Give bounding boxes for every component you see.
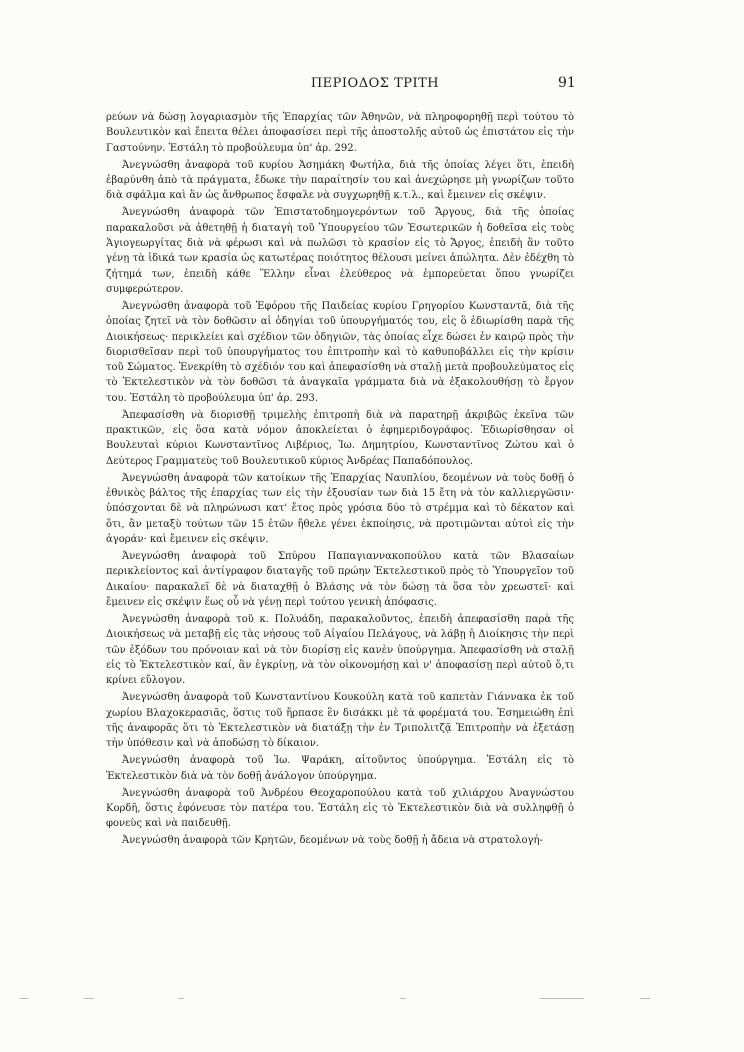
- paragraph-6: Ἀνεγνώσθη ἀναφορὰ τῶν κατοίκων τῆς Ἐπαρχίας Ναυπλίου, δεομένων νὰ τοὺς δοθῇ ὁ ἐθνικὸς βάλτος τῆς ἐπαρχίας των εἰς τὴν ἐξουσίαν των διὰ 15 ἔτη νὰ τὸν καλλιεργῶσιν· ὑπόσχονται δὲ νὰ πληρώνωσι κατ' ἔτος πρὸς γρόσια δύο τὸ στρέμμα καὶ τὸ δέκατον καὶ ὅτι, ἂν μεταξὺ τούτων τῶν 15 ἐτῶν ἤθελε γένει ἐκποίησις, νὰ προτιμῶνται αὐτοὶ εἰς τὴν ἀγοράν· καὶ ἔμεινεν εἰς σκέψιν.: [106, 472, 574, 545]
- scan-mark: [20, 998, 28, 999]
- paragraph-9: Ἀνεγνώσθη ἀναφορὰ τοῦ Κωνσταντίνου Κουκούλη κατὰ τοῦ καπετὰν Γιάννακα ἐκ τοῦ χωρίου Βλαχοκερασιᾶς, ὅστις τοῦ ἥρπασε ἓν δισάκκι μὲ τὰ φορέματά του. Ἐσημειώθη ἐπὶ τῆς ἀναφορᾶς ὅτι τὸ Ἐκτελεστικὸν νὰ διατάξῃ τὴν ἐν Τριπολιτζᾷ Ἐπιτροπὴν νὰ ἐξετάσῃ τὴν ὑπόθεσιν καὶ νὰ ἀποδώσῃ τὸ δίκαιον.: [106, 692, 574, 750]
- body-text: [106, 110, 574, 851]
- paragraph-10: Ἀνεγνώσθη ἀναφορὰ τοῦ Ἰω. Ψαράκη, αἰτοῦντος ὑπούργημα. Ἐστάλη εἰς τὸ Ἐκτελεστικὸν διὰ νὰ τὸν δοθῇ ἀνάλογον ὑπούργημα.: [106, 755, 574, 782]
- scan-artifact-marks: [0, 998, 744, 1004]
- paragraph-11: Ἀνεγνώσθη ἀναφορὰ τοῦ Ἀνδρέου Θεοχαροπούλου κατὰ τοῦ χιλιάρχου Ἀναγνώστου Κορδῆ, ὅστις ἐφόνευσε τὸν πατέρα του. Ἐστάλη εἰς τὸ Ἐκτελεστικὸν διὰ νὰ συλληφθῇ ὁ φονεὺς καὶ νὰ παιδευθῇ.: [106, 787, 574, 830]
- paragraph-3: Ἀνεγνώσθη ἀναφορὰ τῶν Ἐπιστατοδημογερόντων τοῦ Ἄργους, διὰ τῆς ὁποίας παρακαλοῦσι νὰ ἀθετηθῇ ἡ διαταγὴ τοῦ Ὑπουργείου τῶν Ἐσωτερικῶν ἡ δοθεῖσα εἰς τοὺς Ἁγιογεωργίτας διὰ νὰ φέρωσι καὶ νὰ πωλῶσι τὸ κρασίον εἰς τὸ Ἄργος, ἐπειδὴ ἂν τοῦτο γένῃ τὰ ἰδικά των κρασία ὡς κατωτέρας ποιότητος θέλουσι μείνει ἀπώλητα. Δὲν ἐδέχθη τὸ ζήτημά των, ἐπειδὴ κάθε Ἕλλην εἶναι ἐλεύθερος νὰ ἐμπορεύεται ὅπου γνωρίζει συμφερώτερον.: [106, 207, 574, 295]
- paragraph-1: ρεύων νὰ δώσῃ λογαριασμὸν τῆς Ἐπαρχίας τῶν Ἀθηνῶν, νὰ πληροφορηθῇ περὶ τούτου τὸ Βουλευτικὸν καὶ ἔπειτα θέλει ἀποφασίσει περὶ τῆς ἀποστολῆς αὐτοῦ ὡς ἐπιστάτου εἰς τὴν Γαστούνην. Ἐστάλη τὸ προβούλευμα ὑπ' ἀρ. 292.: [106, 112, 574, 154]
- paragraph-8: Ἀνεγνώσθη ἀναφορὰ τοῦ κ. Πολυάδη, παρακαλοῦντος, ἐπειδὴ ἀπεφασίσθη παρὰ τῆς Διοικήσεως νὰ μεταβῇ εἰς τὰς νήσους τοῦ Αἰγαίου Πελάγους, νὰ λάβῃ ἡ Διοίκησις τὴν περὶ τῶν ἐξόδων του πρόνοιαν καὶ νὰ τὸν διορίσῃ εἰς κανὲν ὑπούργημα. Ἀπεφασίσθη νὰ σταλῇ εἰς τὸ Ἐκτελεστικὸν καί, ἂν ἐγκρίνῃ, νὰ τὸν οἰκονομήσῃ καὶ ν' ἀποφασίσῃ περὶ αὐτοῦ ὅ,τι κρίνει εὔλογον.: [106, 614, 574, 687]
- paragraph-5: Ἀπεφασίσθη νὰ διορισθῇ τριμελὴς ἐπιτροπὴ διὰ νὰ παρατηρῇ ἀκριβῶς ἐκεῖνα τῶν πρακτικῶν, εἰς ὅσα κατὰ νόμον ἀποκλείεται ὁ ἐφημεριδογράφος. Ἐδιωρίσθησαν οἱ Βουλευταὶ κύριοι Κωνσταντῖνος Λιβέριος, Ἰω. Δημητρίου, Κωνσταντῖνος Ζώτου καὶ ὁ Δεύτερος Γραμματεὺς τοῦ Βουλευτικοῦ κύριος Ἀνδρέας Παπαδόπουλος.: [106, 409, 574, 467]
- paragraph-7: Ἀνεγνώσθη ἀναφορὰ τοῦ Σπύρου Παπαγιαννακοπούλου κατὰ τῶν Βλασαίων περικλείοντος καὶ ἀντίγραφον διαταγῆς τοῦ πρώην Ἐκτελεστικοῦ πρὸς τὸ Ὑπουργεῖον τοῦ Δικαίου· παρακαλεῖ δὲ νὰ διαταχθῇ ὁ Βλάσης νὰ τὸν δώσῃ τὰ ὅσα τὸν χρεωστεῖ· καὶ ἔμεινεν εἰς σκέψιν ἕως οὗ νὰ γένῃ περὶ τούτου γενικὴ ἀπόφασις.: [106, 551, 574, 608]
- scan-mark: [178, 998, 184, 999]
- running-header-title: ΠΕΡΙΟΔΟΣ ΤΡΙΤΗ: [310, 76, 440, 91]
- paragraph-12: Ἀνεγνώσθη ἀναφορὰ τῶν Κρητῶν, δεομένων νὰ τοὺς δοθῇ ἡ ἄδεια νὰ στρατολογή-: [122, 835, 543, 847]
- scan-mark: [400, 998, 406, 999]
- scan-mark: [540, 998, 584, 999]
- paragraph-4: Ἀνεγνώσθη ἀναφορὰ τοῦ Ἐφόρου τῆς Παιδείας κυρίου Γρηγορίου Κωνσταντᾶ, διὰ τῆς ὁποίας ζητεῖ νὰ τὸν δοθῶσιν αἱ ὁδηγίαι τοῦ ὑπουργήματός του, εἰς ὃ ἐδιωρίσθη παρὰ τῆς Διοικήσεως· περικλείει καὶ σχέδιον τῶν ὁδηγιῶν, τὰς ὁποίας εἶχε δώσει ἐν καιρῷ πρὸς τὴν διορισθεῖσαν περὶ τοῦ ὑπουργήματος του ἐπιτροπὴν καὶ τὸ καθυποβάλλει εἰς τὴν κρίσιν τοῦ Σώματος. Ἐνεκρίθη τὸ σχέδιόν του καὶ ἀπεφασίσθη νὰ σταλῇ μετὰ προβουλεύματος εἰς τὸ Ἐκτελεστικὸν νὰ τὸν δοθῶσι τὰ ἀναγκαῖα γράμματα διὰ νὰ ἐξακολουθήσῃ τὸ ἔργον του. Ἐστάλη τὸ προβούλευμα ὑπ' ἀρ. 293.: [106, 300, 574, 404]
- paragraph-2: Ἀνεγνώσθη ἀναφορὰ τοῦ κυρίου Ἀσημάκη Φωτήλα, διὰ τῆς ὁποίας λέγει ὅτι, ἐπειδὴ ἐβαρύνθη ἀπὸ τὰ πράγματα, ἔδωκε τὴν παραίτησίν του καὶ ἀνεχώρησε μὴ γνωρίζων τοῦτο διὰ σφάλμα καὶ ἂν ὡς ἄνθρωπος ἔσφαλε νὰ συγχωρηθῇ κ.τ.λ., καὶ ἔμεινεν εἰς σκέψιν.: [106, 159, 574, 202]
- page-number: 91: [558, 75, 576, 91]
- scan-mark: [84, 998, 94, 999]
- scan-mark: [640, 998, 650, 999]
